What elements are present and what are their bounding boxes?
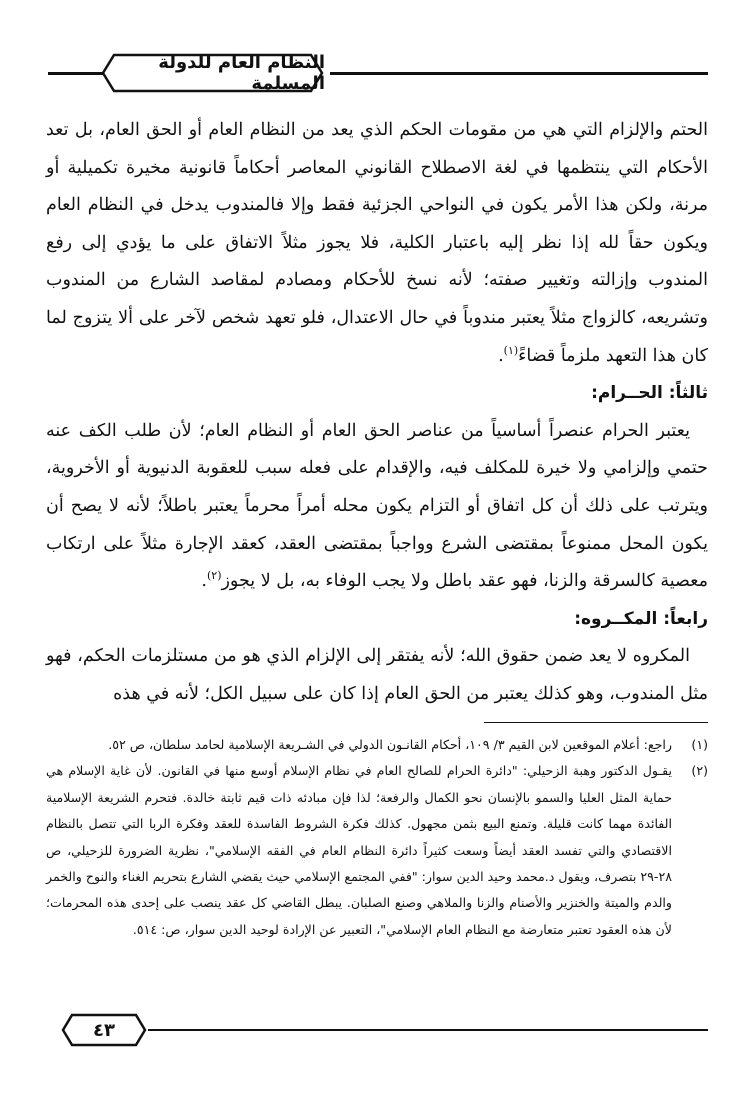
footnote-2-number: (٢) (691, 763, 708, 779)
footnote-1-text: راجع: أعلام الموقعين لابن القيم ٣/ ١٠٩، أحكام القانـون الدولي في الشـريعة الإسلامية لحامد سلطان، ص ٥٢. (108, 737, 672, 752)
running-header (100, 52, 325, 94)
header-title: النظام العام للدولة المسلمة (158, 52, 325, 94)
main-text (46, 112, 708, 714)
paragraph-1 (46, 112, 708, 375)
footnote-2 (46, 758, 708, 943)
footnote-1 (46, 732, 708, 758)
paragraph-2-text: يعتبر الحرام عنصراً أساسياً من عناصر الحق العام أو النظام العام؛ لأن طلب الكف عنه حتمي وإلزامي ولا خيرة للمكلف فيه، والإقدام على فعله سبب للعقوبة الدنيوية أو الأخروية، ويترتب على ذلك أن كل اتفاق أو التزام يكون محله أمراً محرماً يعتبر باطلاً؛ لأنه لا يصح أن يكون المحل ممنوعاً بمقتضى الشرع وواجباً بمقتضى العقد، كعقد الإجارة مثلاً على ارتكاب معصية كالسرقة والزنا، فهو عقد باطل ولا يجب الوفاء به، بل لا يجوز (46, 420, 708, 592)
footnote-separator (484, 722, 708, 723)
footnote-ref-1: (١) (503, 343, 519, 357)
footnote-ref-2: (٢) (206, 569, 222, 583)
footnote-2-text: يقـول الدكتور وهبة الزحيلي: "دائرة الحرام للصالح العام في نظام الإسلام أوسع منها في القانون. لأن غاية الإسلام هي حماية المثل العليا والسمو بالإنسان نحو الكمال والرفعة؛ لذا فإن مبادئه ذات قيم ثابتة خالدة. فتحرم الشريعة الإسلامية الفائدة مهما كانت قليلة. وتمنع البيع بثمن مجهول. كذلك فكرة الشروط الفاسدة للعقد وفكرة الربا التي تتصل بالنظام الاقتصادي والتي تفسد العقد أيضاً وسعت كثيراً دائرة النظام العام في الفقه الإسلامي"، نظرية الضرورة للزحيلي، ص ٢٨-٢٩ بتصرف، ويقول د.محمد وحيد الدين سوار: "ففي المجتمع الإسلامي حيث يقضي الشارع بتحريم الغناء والنوح والخمر والدم والميتة والخنزير والأصنام والزنا والملاهي وصنع الصلبان. يبطل القاضي كل عقد ينصب على إحدى هذه المحرمات؛ لأن هذه العقود تعتبر متعارضة مع النظام العام الإسلامي"، التعبير عن الإرادة لوحيد الدين سوار، ص: ٥١٤. (46, 763, 672, 937)
paragraph-2-end: . (201, 571, 207, 592)
page-number-badge (60, 1012, 148, 1048)
heading-haram: ثالثاً: الحــرام: (591, 383, 708, 404)
paragraph-3: المكروه لا يعد ضمن حقوق الله؛ لأنه يفتقر إلى الإلزام الذي هو من مستلزمات الحكم، فهو مثل المندوب، وهو كذلك يعتبر من الحق العام إذا كان على سبيل الكل؛ لأنه في هذه (46, 646, 708, 704)
paragraph-1-end: . (498, 345, 504, 366)
header-rule-right (330, 72, 708, 75)
footer-rule (148, 1029, 708, 1031)
paragraph-1-text: الحتم والإلزام التي هي من مقومات الحكم الذي يعد من النظام العام أو الحق العام، بل تعد الأحكام التي ينتظمها في لغة الاصطلاح القانوني المعاصر أحكاماً قانونية مخيرة تكميلية أو مرنة، ولكن هذا الأمر يكون في النواحي الجزئية فقط وإلا فالمندوب يدخل في النظام العام ويكون حقاً لله إذا نظر إليه باعتبار الكلية، فلا يجوز مثلاً الاتفاق على ما يؤدي إلى رفع المندوب وإزالته وتغيير صفته؛ لأنه نسخ للأحكام ومصادم لمقاصد الشارع من المندوب وتشريعه، كالزواج مثلاً يعتبر مندوباً في حال الاعتدال، فلو تعهد شخص لآخر على ألا يتزوج لما كان هذا التعهد ملزماً قضاءً (46, 120, 708, 366)
footnotes (46, 732, 708, 943)
heading-makruh: رابعاً: المكــروه: (574, 608, 708, 629)
paragraph-2 (46, 413, 708, 601)
footnote-1-number: (١) (691, 737, 708, 752)
page-number: ٤٣ (93, 1019, 115, 1041)
